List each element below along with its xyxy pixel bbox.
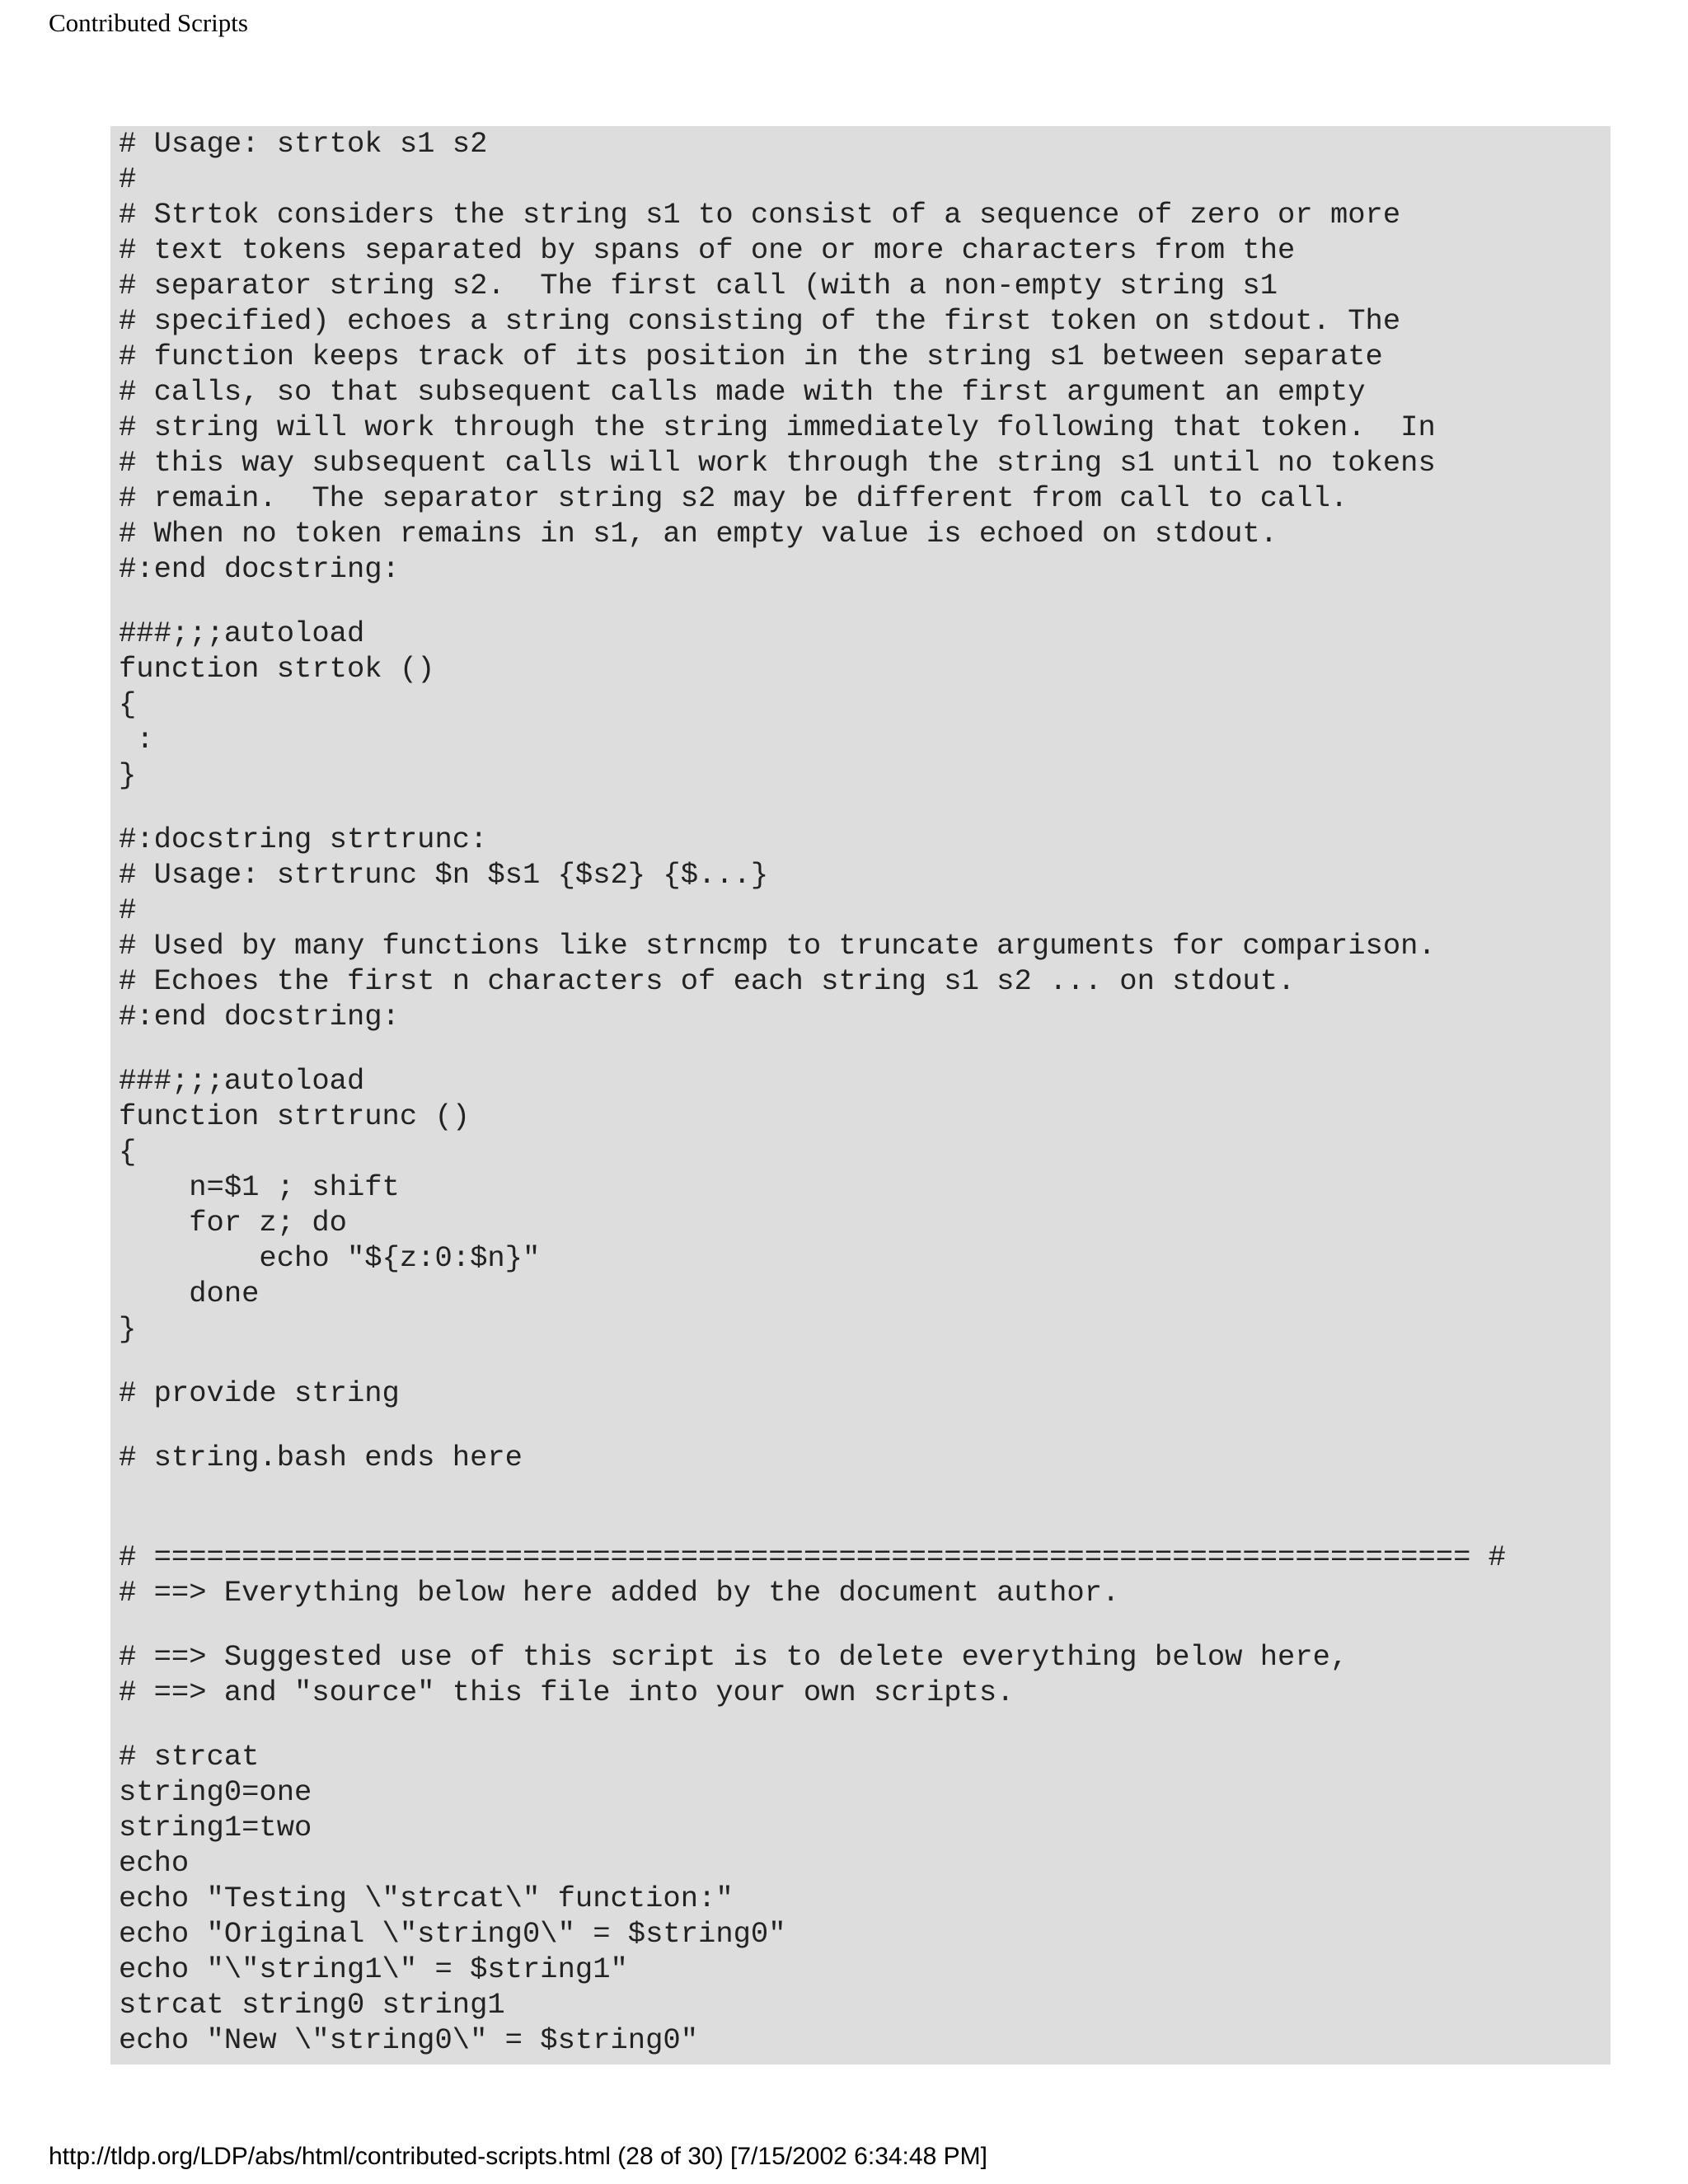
code-line: echo <box>119 1846 190 1880</box>
code-line: # string will work through the string immediately following that token. In <box>119 410 1436 444</box>
code-line: } <box>119 1312 137 1346</box>
code-line: done <box>119 1277 260 1310</box>
code-line: # <box>119 162 137 196</box>
code-line: # calls, so that subsequent calls made with the first argument an empty <box>119 375 1366 409</box>
code-line: echo "${z:0:$n}" <box>119 1241 541 1275</box>
code-line: # remain. The separator string s2 may be different from call to call. <box>119 481 1348 515</box>
code-line: n=$1 ; shift <box>119 1170 400 1204</box>
code-line: { <box>119 1135 137 1169</box>
code-line: string0=one <box>119 1775 312 1809</box>
code-line: # specified) echoes a string consisting of the first token on stdout. The <box>119 304 1401 338</box>
code-line: # ==> and "source" this file into your own scripts. <box>119 1675 1015 1709</box>
code-line: # Echoes the first n characters of each string s1 s2 ... on stdout. <box>119 964 1296 998</box>
code-line: # ==> Suggested use of this script is to delete everything below here, <box>119 1640 1348 1674</box>
code-line: # string.bash ends here <box>119 1441 523 1474</box>
code-line: function strtrunc () <box>119 1099 471 1133</box>
code-line: #:docstring strtrunc: <box>119 823 488 856</box>
code-line: # Strtok considers the string s1 to consist of a sequence of zero or more <box>119 198 1401 232</box>
code-line: # text tokens separated by spans of one or more characters from the <box>119 233 1296 267</box>
code-line: #:end docstring: <box>119 1000 400 1033</box>
code-line: string1=two <box>119 1811 312 1844</box>
code-line: # provide string <box>119 1376 400 1410</box>
code-line: function strtok () <box>119 652 435 686</box>
code-block <box>110 126 1611 2064</box>
code-line: for z; do <box>119 1206 347 1240</box>
code-line: : <box>119 723 154 757</box>
code-line: ###;;;autoload <box>119 616 365 650</box>
code-line: echo "Original \"string0\" = $string0" <box>119 1917 786 1951</box>
code-line: echo "\"string1\" = $string1" <box>119 1952 628 1986</box>
code-line: # Usage: strtok s1 s2 <box>119 127 488 161</box>
code-line: # this way subsequent calls will work through the string s1 until no tokens <box>119 446 1436 480</box>
code-line: # Usage: strtrunc $n $s1 {$s2} {$...} <box>119 858 769 892</box>
code-line: # =========================================================================== # <box>119 1540 1506 1574</box>
code-line: # function keeps track of its position in the string s1 between separate <box>119 340 1383 373</box>
code-line: # strcat <box>119 1740 260 1774</box>
code-line: { <box>119 687 137 721</box>
code-line <box>119 1504 1611 1540</box>
code-line: # separator string s2. The first call (with a non-empty string s1 <box>119 269 1278 302</box>
code-line: echo "New \"string0\" = $string0" <box>119 2023 699 2057</box>
code-line: # When no token remains in s1, an empty value is echoed on stdout. <box>119 517 1278 551</box>
code-line: strcat string0 string1 <box>119 1988 505 2022</box>
code-line: # ==> Everything below here added by the document author. <box>119 1576 1120 1610</box>
page-footer-url: http://tldp.org/LDP/abs/html/contributed-scripts.html (28 of 30) [7/15/2002 6:34:48 PM] <box>49 2143 987 2170</box>
code-line: #:end docstring: <box>119 552 400 586</box>
code-line: } <box>119 758 137 792</box>
code-line: echo "Testing \"strcat\" function:" <box>119 1882 734 1915</box>
code-line: ###;;;autoload <box>119 1064 365 1098</box>
code-line: # <box>119 893 137 927</box>
code-line: # Used by many functions like strncmp to truncate arguments for comparison. <box>119 929 1436 963</box>
page-header: Contributed Scripts <box>49 8 248 37</box>
